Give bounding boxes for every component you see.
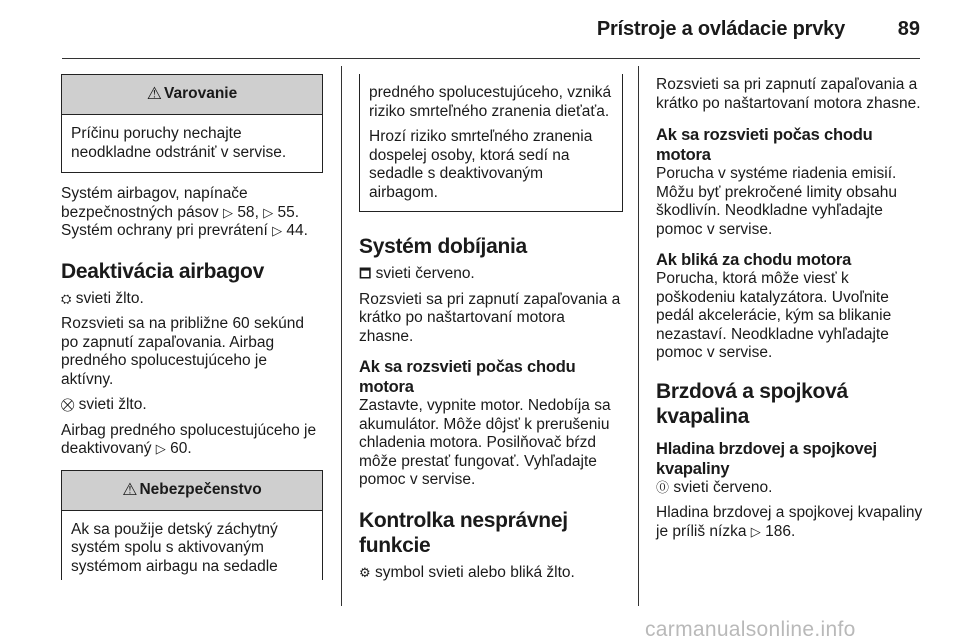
paragraph: Porucha, ktorá môže viesť k poškodeniu katalyzátora. Uvoľnite pedál akcelerácie, kým sa blikanie nezastaví. Neodkladne vyhľadajte pomoc v servise. bbox=[656, 270, 892, 361]
paragraph: Porucha v systéme riadenia emisií. Môžu byť prekročené limity obsahu škodlivín. Neodkladne vyhľadajte pomoc v servise. bbox=[656, 165, 898, 238]
column-2 bbox=[359, 74, 623, 589]
warning-triangle-icon: ⚠ bbox=[122, 479, 138, 499]
paragraph bbox=[61, 185, 323, 222]
text: . bbox=[790, 522, 796, 540]
watermark: carmanualsonline.info bbox=[645, 618, 856, 641]
airbag-off-icon: ⛒ bbox=[61, 397, 75, 412]
page-header bbox=[0, 0, 960, 62]
text: , bbox=[254, 203, 264, 221]
paragraph: predného spolucestujúceho, vzniká riziko smrteľného zranenia dieťaťa. bbox=[369, 84, 612, 120]
paragraph bbox=[61, 396, 323, 415]
text: Systém airbagov, napínače bezpečnostných pásov bbox=[61, 185, 248, 221]
text: svieti žlto. bbox=[75, 289, 144, 307]
engine-icon: ⚙ bbox=[359, 564, 371, 580]
warning-box bbox=[61, 74, 323, 173]
paragraph bbox=[359, 564, 623, 583]
text: Hladina brzdovej a spojkovej kvapaliny je príliš nízka bbox=[656, 504, 923, 540]
page-title: Prístroje a ovládacie prvky bbox=[596, 18, 845, 40]
danger-box bbox=[61, 470, 323, 580]
paragraph: Zastavte, vypnite motor. Nedobíja sa akumulátor. Môže dôjsť k prerušeniu chladenia motora. Posilňovač bŕzd môže prestať fungovať. Vyhľadajte pomoc v servise. bbox=[359, 397, 611, 488]
text: Airbag predného spolucestujúceho je deaktivovaný bbox=[61, 421, 317, 457]
column-3 bbox=[656, 76, 924, 548]
sub-heading: Hladina brzdovej a spojkovej kvapaliny bbox=[656, 439, 877, 478]
paragraph: Rozsvieti sa na približne 60 sekúnd po zapnutí zapaľovania. Airbag predného spolucestujúceho je aktívny. bbox=[61, 315, 304, 388]
sub-heading: Ak sa rozsvieti počas chodu motora bbox=[656, 126, 873, 164]
airbag-on-icon: ⛭ bbox=[61, 290, 72, 306]
paragraph: Rozsvieti sa pri zapnutí zapaľovania a krátko po naštartovaní motora zhasne. bbox=[656, 76, 921, 112]
page-ref-arrow-icon: ▷ bbox=[750, 523, 761, 539]
page-ref-arrow-icon: ▷ bbox=[223, 204, 233, 220]
text: symbol svieti alebo bliká žlto. bbox=[374, 563, 575, 581]
page-ref[interactable]: 44 bbox=[286, 222, 304, 239]
text: svieti žlto. bbox=[78, 396, 147, 413]
text: Systém ochrany pri prevrátení bbox=[61, 222, 268, 239]
paragraph: Hrozí riziko smrteľného zranenia dospelej osoby, ktorá sedí na sedadle s deaktivovaným airbagom. bbox=[369, 128, 593, 201]
text: svieti červeno. bbox=[375, 265, 475, 282]
section-heading: Kontrolka nesprávnej funkcie bbox=[359, 508, 568, 557]
text: . bbox=[187, 440, 192, 457]
paragraph bbox=[61, 222, 323, 241]
column-1 bbox=[61, 74, 323, 580]
page-ref[interactable]: 186 bbox=[765, 522, 791, 540]
section-heading: Systém dobíjania bbox=[359, 235, 527, 258]
warning-box-header bbox=[62, 75, 322, 115]
page-ref-arrow-icon: ▷ bbox=[272, 223, 283, 238]
page-ref[interactable]: 55 bbox=[277, 203, 295, 221]
paragraph bbox=[359, 265, 623, 284]
section-heading: Deaktivácia airbagov bbox=[61, 259, 264, 283]
warning-triangle-icon: ⚠ bbox=[146, 84, 162, 104]
danger-box-body: Ak sa použije detský záchytný systém spolu s aktivovaným systémom airbagu na sedadle bbox=[71, 520, 278, 575]
header-divider bbox=[62, 58, 920, 59]
text: . bbox=[303, 222, 308, 239]
paragraph: Rozsvieti sa pri zapnutí zapaľovania a krátko po naštartovaní motora zhasne. bbox=[359, 290, 621, 345]
danger-box-continued bbox=[359, 74, 623, 212]
warning-box-body: Príčinu poruchy nechajte neodkladne odstrániť v servise. bbox=[71, 125, 287, 161]
brake-warning-icon: ⓪ bbox=[656, 479, 670, 495]
text: . bbox=[294, 203, 300, 221]
column-divider-1 bbox=[341, 66, 342, 606]
paragraph bbox=[656, 479, 924, 498]
page-ref-arrow-icon: ▷ bbox=[155, 441, 166, 456]
sub-heading: Ak sa rozsvieti počas chodu motora bbox=[359, 358, 576, 396]
text: svieti červeno. bbox=[673, 478, 773, 496]
danger-box-header bbox=[62, 471, 322, 511]
paragraph bbox=[61, 290, 323, 309]
page-number: 89 bbox=[897, 18, 920, 40]
section-heading: Brzdová a spojková kvapalina bbox=[656, 379, 848, 428]
danger-box-title: Nebezpečenstvo bbox=[139, 480, 262, 498]
paragraph bbox=[656, 504, 924, 541]
sub-heading: Ak bliká za chodu motora bbox=[656, 251, 852, 269]
column-divider-2 bbox=[638, 66, 639, 606]
page-ref[interactable]: 60 bbox=[170, 440, 188, 457]
battery-icon: 🗖 bbox=[359, 266, 372, 281]
paragraph bbox=[61, 422, 323, 459]
warning-box-title: Varovanie bbox=[164, 85, 238, 103]
page-ref-arrow-icon: ▷ bbox=[263, 204, 274, 220]
page-ref[interactable]: 58 bbox=[237, 203, 255, 221]
